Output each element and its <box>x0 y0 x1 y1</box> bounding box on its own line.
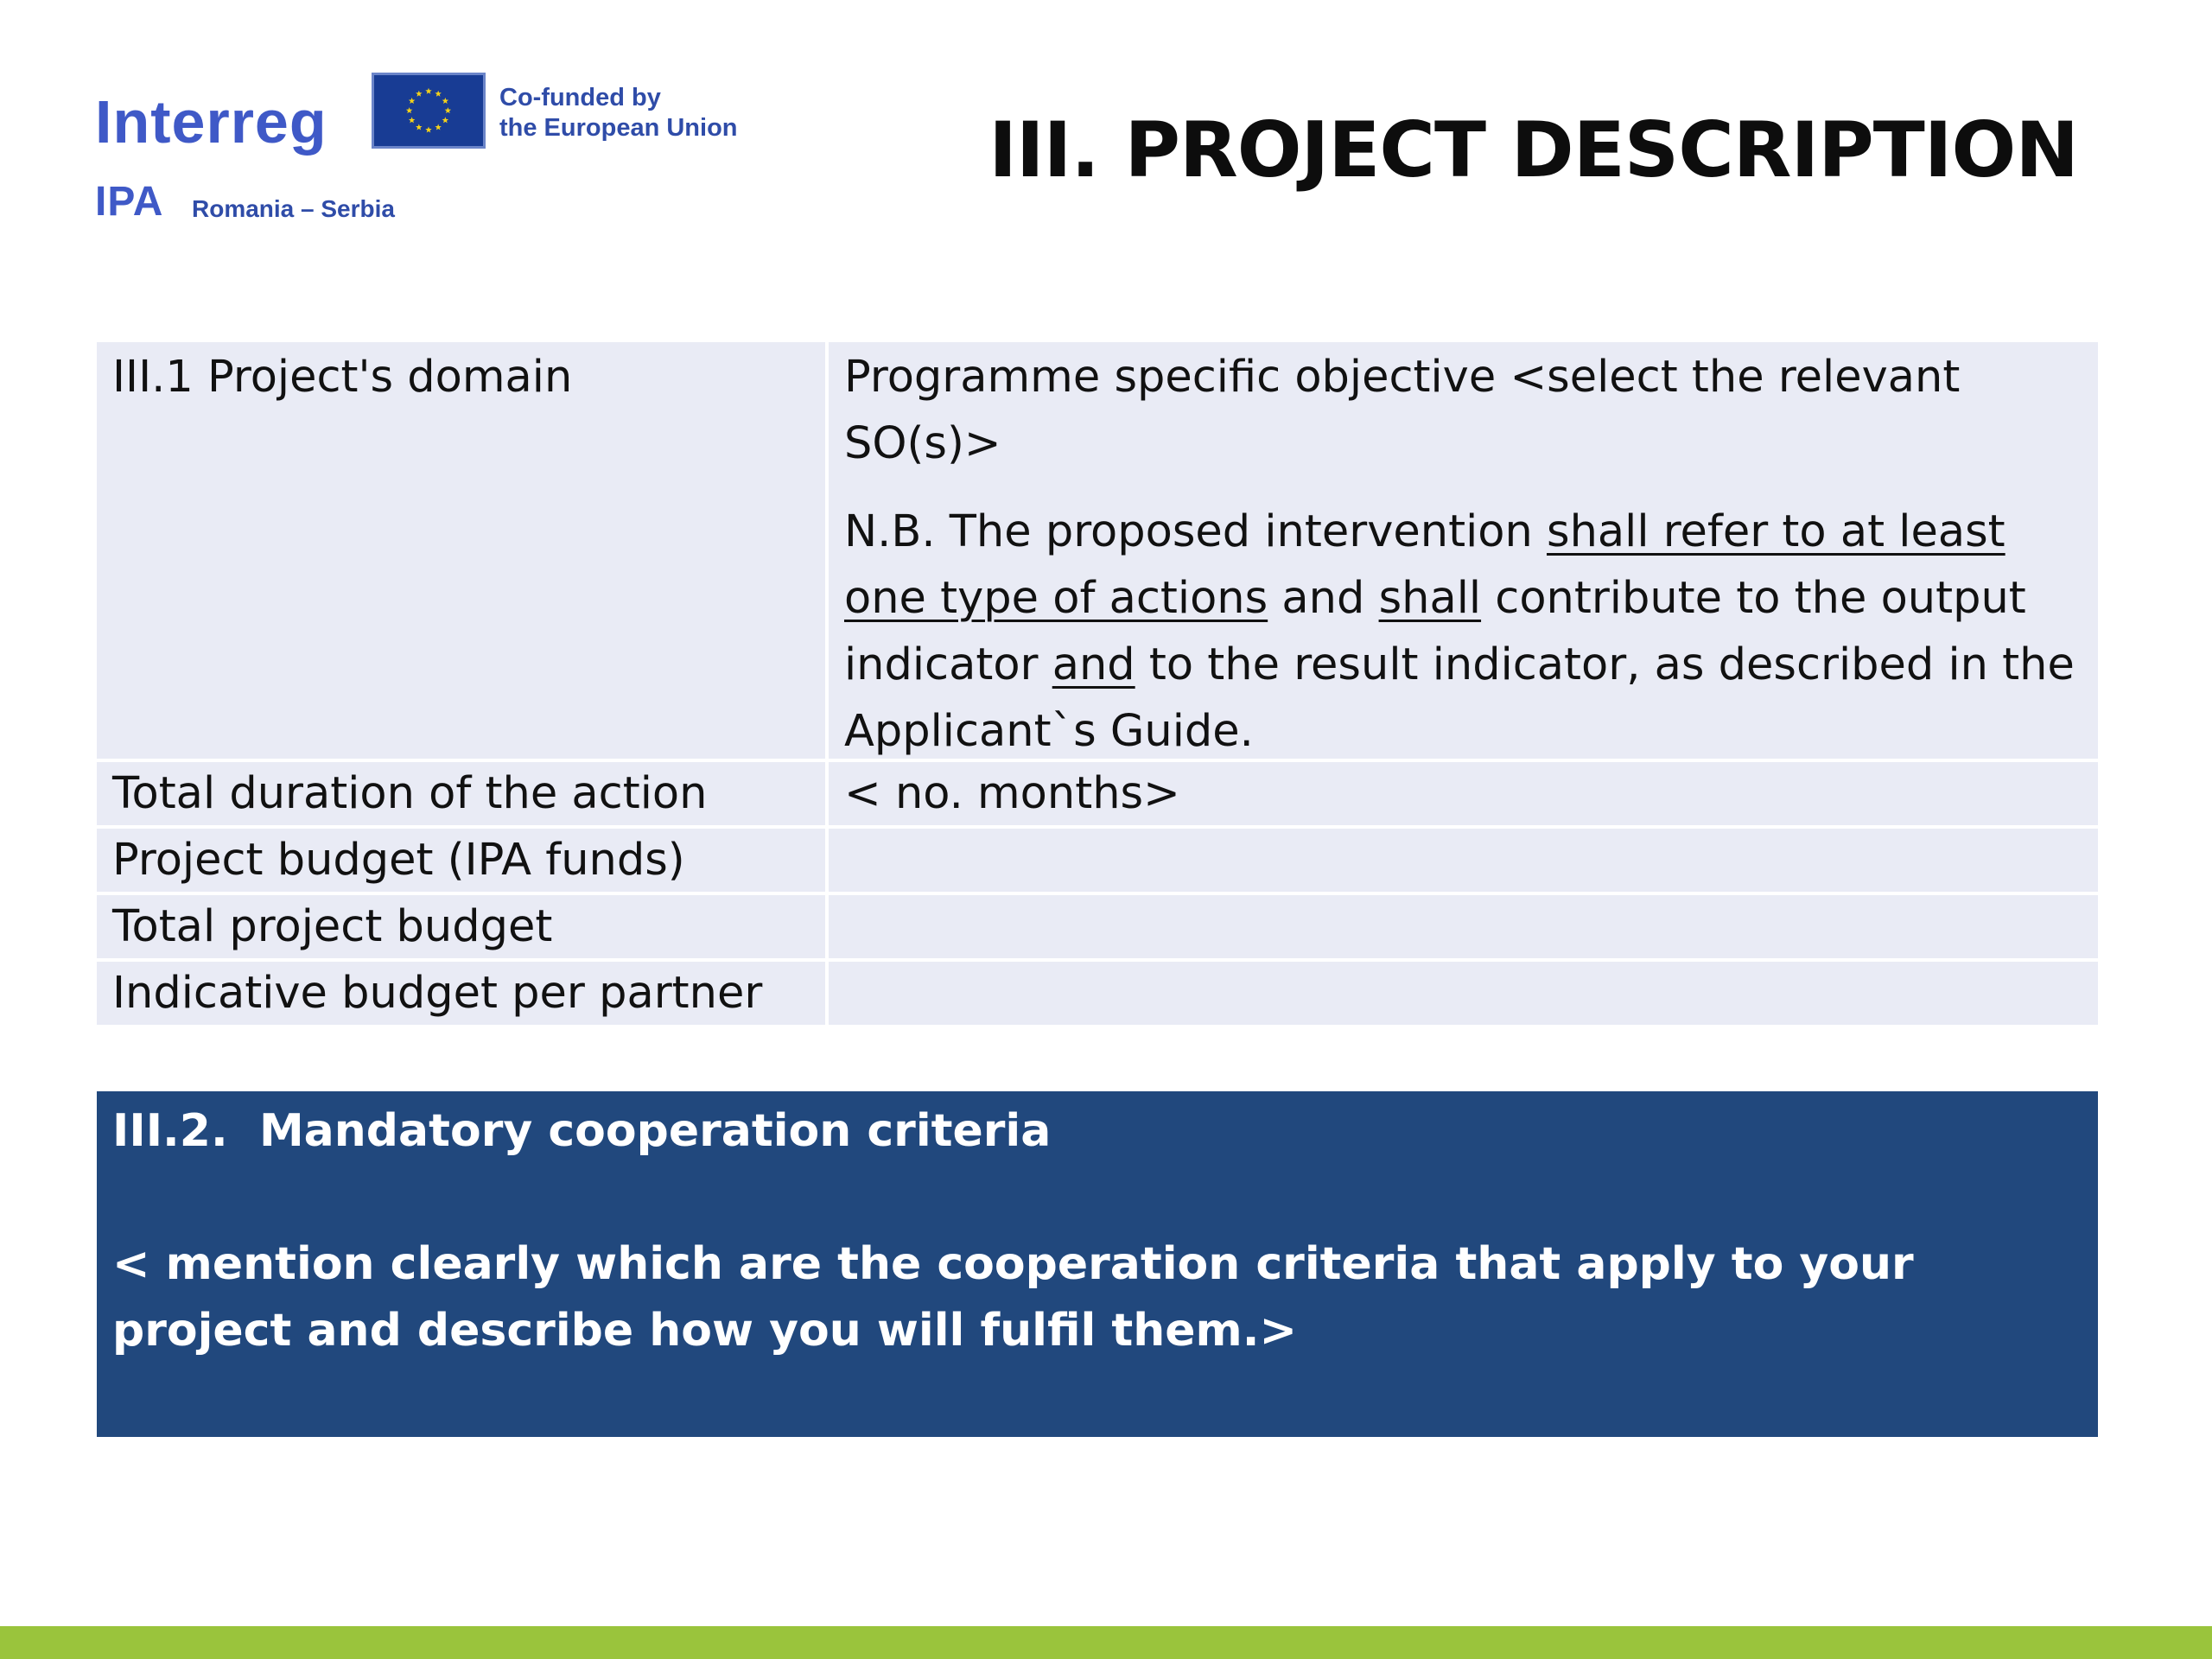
ipa-budget-label: Project budget (IPA funds) <box>112 835 685 886</box>
partner-budget-value-cell <box>829 962 2098 1025</box>
programme-logo <box>95 73 752 228</box>
duration-label: Total duration of the action <box>112 768 708 819</box>
ipa-budget-value-cell <box>829 829 2098 892</box>
region-label: Romania – Serbia <box>192 195 395 222</box>
nb-part-7: to the result indicator, as described in the Applicant`s Guide. <box>844 639 2075 757</box>
duration-label-cell <box>97 762 825 825</box>
ipa-budget-label-cell <box>97 829 825 892</box>
nb-part-5: contribute to the output indicator <box>844 573 2026 690</box>
duration-value-cell <box>829 762 2098 825</box>
ipa-wordmark: IPA <box>95 179 164 225</box>
criteria-title: III.2. Mandatory cooperation criteria <box>112 1105 1052 1157</box>
nb-part-4: shall <box>1378 573 1482 624</box>
domain-label: III.1 Project's domain <box>112 352 573 403</box>
total-budget-value-cell <box>829 895 2098 958</box>
interreg-wordmark: Interreg <box>95 88 327 156</box>
footer-bar <box>0 1626 2212 1659</box>
duration-value: < no. months> <box>844 768 1180 819</box>
nb-part-1: N.B. The proposed intervention <box>844 506 1547 557</box>
domain-objective: Programme specific objective <select the relevant SO(s)> <box>844 352 1961 469</box>
nb-part-6: and <box>1052 639 1135 690</box>
criteria-body: < mention clearly which are the cooperation criteria that apply to your project and describe how you will fulfil them.> <box>112 1238 1914 1357</box>
eu-flag-icon <box>372 73 486 149</box>
cooperation-criteria-box <box>97 1091 2098 1437</box>
total-budget-label-cell <box>97 895 825 958</box>
nb-note <box>844 499 2084 765</box>
partner-budget-label-cell <box>97 962 825 1025</box>
partner-budget-label: Indicative budget per partner <box>112 968 763 1019</box>
page-title: III. PROJECT DESCRIPTION <box>988 105 2078 194</box>
domain-label-cell <box>97 342 825 759</box>
cofunded-line-2: the European Union <box>499 114 738 142</box>
domain-value-cell <box>829 342 2098 759</box>
cofunded-text <box>499 83 738 143</box>
nb-part-3: and <box>1268 573 1379 624</box>
nb-part-2: shall refer to at least one type of actions <box>844 506 2005 624</box>
total-budget-label: Total project budget <box>112 901 553 952</box>
cofunded-line-1: Co-funded by <box>499 84 661 111</box>
project-info-table <box>97 342 2098 1025</box>
